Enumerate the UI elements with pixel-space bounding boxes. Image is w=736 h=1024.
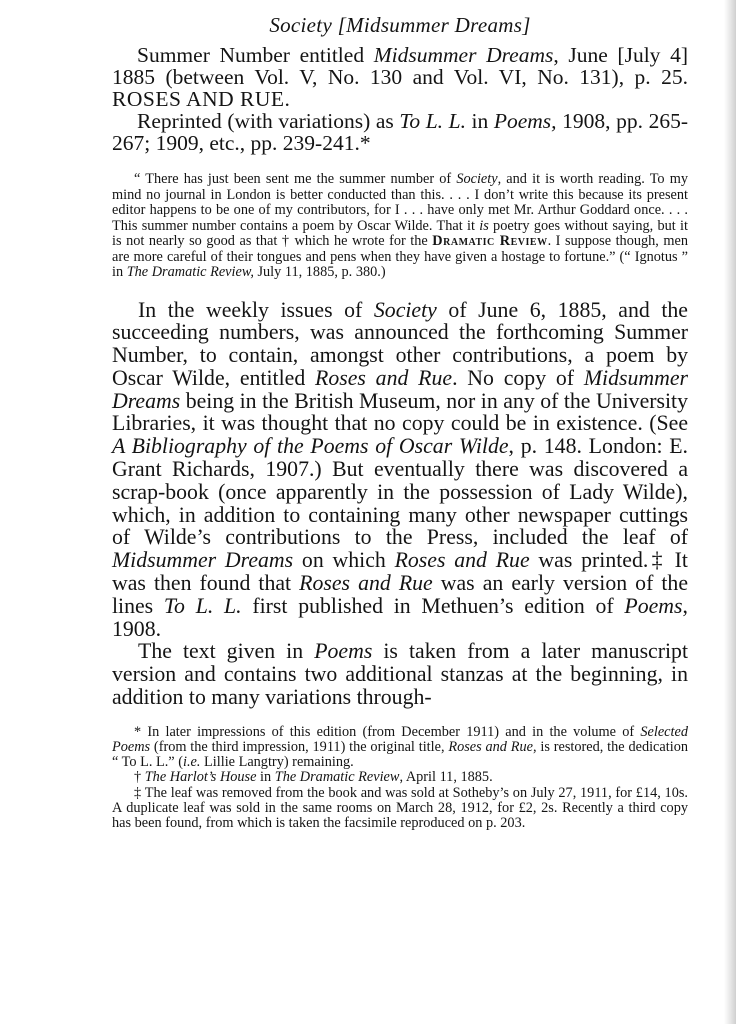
quote-italic: The Dramatic Review, bbox=[126, 264, 254, 280]
body-text: of June 6, 1885, and the succeeding numbers, was announced the forthcoming Summer Number, to contain, amongst other contributions, a poem by Oscar Wilde, entitled bbox=[112, 297, 688, 390]
entry-line-2 bbox=[112, 110, 688, 154]
footnote-text: , April 11, 1885. bbox=[399, 769, 493, 786]
body-text: first published in Methuen’s edition of bbox=[241, 593, 625, 618]
heading-title: Midsummer Dreams bbox=[346, 13, 523, 37]
body-text: The text given in bbox=[138, 639, 315, 664]
body-italic: A Bibliography of the Poems of Oscar Wilde bbox=[112, 434, 509, 459]
entry-text: Summer Number entitled bbox=[137, 43, 374, 67]
body-italic: Roses and Rue bbox=[394, 548, 530, 573]
footnote-text: , is restored, the dedication “ To L. L.” ( bbox=[112, 739, 688, 771]
footnote-italic: i.e. bbox=[183, 754, 201, 771]
body-italic: Poems bbox=[624, 593, 683, 618]
entry-title-italic: Midsummer Dreams bbox=[373, 43, 554, 67]
entry-text: Reprinted (with variations) as bbox=[137, 109, 400, 133]
body-text: , 1908. bbox=[112, 593, 688, 641]
heading-journal: Society bbox=[269, 13, 333, 37]
body-text: , p. 148. London: E. Grant Richards, 1907.) But eventually there was discovered a scrap-book (once apparently in the possession of Lady Wilde), which, in addition to containing many other newspaper cuttings of Wilde’s contributions to the Press, included the leaf of bbox=[112, 434, 688, 550]
footnote-text: † bbox=[134, 769, 145, 786]
body-italic: Society bbox=[373, 297, 437, 322]
body-text: was an early version of the lines bbox=[112, 571, 689, 618]
body-italic: Midsummer Dreams bbox=[112, 365, 688, 413]
body-text: In the weekly issues of bbox=[138, 297, 374, 322]
bibliographic-entry bbox=[112, 44, 688, 154]
footnote-text: ‡ The leaf was removed from the book and was sold at Sotheby’s on July 27, 1911, for £14, 10s. A duplicate leaf was sold in the same rooms on March 28, 1912, for £2, 2s. Recently a third copy has been found, from which is taken the facsimile reproduced on p. 203. bbox=[112, 784, 688, 832]
entry-heading: Society [Midsummer Dreams] bbox=[269, 13, 531, 37]
entry-text: in bbox=[465, 109, 494, 133]
quoted-review bbox=[112, 172, 688, 281]
quote-italic: is bbox=[479, 217, 489, 234]
body-text: was printed.‡ It was then found that bbox=[112, 548, 688, 596]
body-text: on which bbox=[293, 548, 395, 573]
footnote-text: (from the third impression, 1911) the original title, bbox=[150, 739, 449, 756]
quote-italic: Society bbox=[456, 171, 498, 187]
quote-text: , and it is worth reading. To my mind no journal in London is better conducted than this. . . . I don’t write this because its present editor happens to be one of my contributors, for I . . . have only met Mr. Arthur Goddard once. . . . This summer number contains a poem by Oscar Wilde. That it bbox=[112, 171, 688, 234]
body-paragraph-1 bbox=[112, 299, 688, 641]
poem-title: ROSES AND RUE. bbox=[112, 87, 291, 111]
footnote-text: Lillie Langtry) remaining. bbox=[200, 754, 354, 771]
footnote-italic: The Harlot’s House bbox=[144, 769, 257, 786]
footnote-italic: The Dramatic Review bbox=[274, 769, 400, 786]
book-page bbox=[112, 10, 688, 831]
footnotes bbox=[112, 725, 688, 831]
footnote-text: in bbox=[256, 769, 275, 786]
body-italic: Midsummer Dreams bbox=[112, 548, 294, 573]
footnote-dagger bbox=[112, 770, 688, 785]
quote-text: poetry goes without saying, but it is not nearly so good as that † which he wrote for the bbox=[112, 217, 688, 249]
entry-title-italic: Poems, bbox=[493, 109, 557, 133]
body-italic: To L. L. bbox=[163, 593, 242, 618]
body-italic: Roses and Rue bbox=[299, 571, 433, 596]
main-text bbox=[112, 299, 688, 709]
quote-paragraph bbox=[112, 172, 688, 281]
footnote-asterisk bbox=[112, 725, 688, 771]
body-italic: Poems bbox=[314, 639, 373, 664]
page-edge-shadow bbox=[724, 0, 736, 1024]
quote-text: “ There has just been sent me the summer number of bbox=[134, 171, 457, 187]
quote-text: . I suppose though, men are more careful of their tongues and pens when they have given a hostage to fortune.” (“ Ignotus ” in bbox=[112, 233, 688, 280]
entry-title-italic: To L. L. bbox=[399, 109, 466, 133]
footnote-double-dagger bbox=[112, 786, 688, 832]
footnote-italic: Roses and Rue bbox=[448, 739, 533, 756]
body-text: . No copy of bbox=[452, 365, 584, 390]
quote-text: July 11, 1885, p. 380.) bbox=[253, 264, 386, 280]
body-paragraph-2 bbox=[112, 640, 688, 708]
entry-text: , June [July 4] 1885 (between Vol. V, No. 130 and Vol. VI, No. 131), p. 25. bbox=[112, 43, 688, 89]
footnote-text: * In later impressions of this edition (from December 1911) and in the volume of bbox=[134, 723, 641, 740]
quote-smallcaps: Dramatic Review bbox=[432, 233, 548, 249]
entry-text: 1908, pp. 265-267; 1909, etc., pp. 239-241.* bbox=[112, 109, 688, 155]
body-italic: Roses and Rue bbox=[315, 365, 453, 390]
body-text: being in the British Museum, nor in any of the University Libraries, it was thought that no copy could be in existence. (See bbox=[112, 388, 688, 436]
body-text: is taken from a later manuscript version and contains two additional stanzas at the beginning, in addition to many variations through- bbox=[112, 639, 689, 710]
entry-line-1 bbox=[112, 44, 688, 110]
footnote-italic: Selected Poems bbox=[112, 723, 688, 756]
